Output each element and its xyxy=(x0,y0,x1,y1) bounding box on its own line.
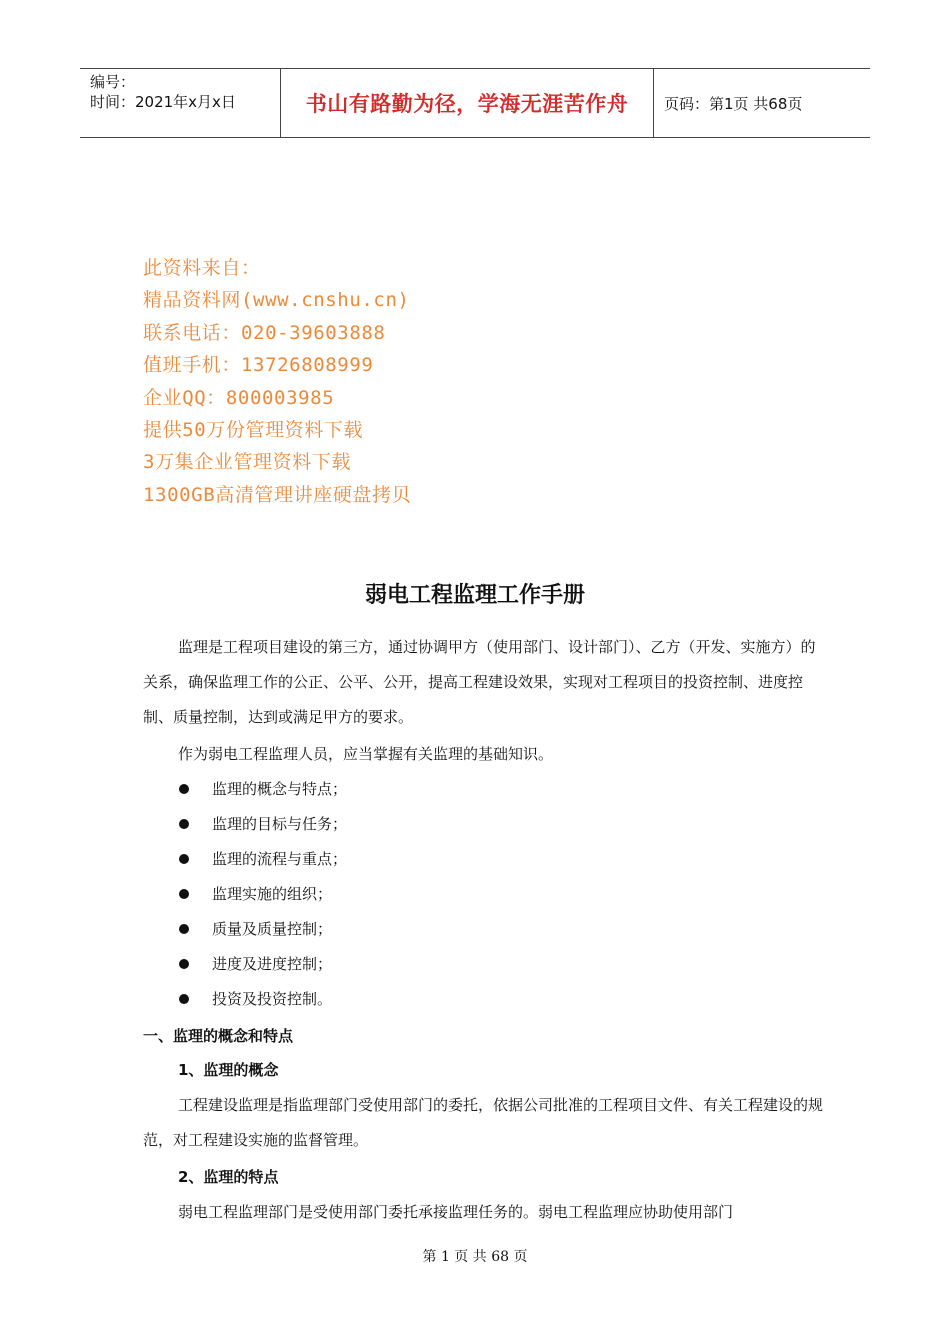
header-meta xyxy=(80,69,281,137)
list-item: 监理实施的组织； xyxy=(143,877,347,912)
bullet-icon xyxy=(179,889,189,899)
header-page-number: 页码：第1页 共68页 xyxy=(664,94,803,113)
source-qq: 企业QQ：800003985 xyxy=(143,386,335,409)
header-motto-cell xyxy=(281,69,654,137)
list-item: 质量及质量控制； xyxy=(143,912,347,947)
concept-paragraph: 工程建设监理是指监理部门受使用部门的委托，依据公司批准的工程项目文件、有关工程建设的规范，对工程建设实施的监督管理。 xyxy=(143,1096,824,1149)
header-motto: 书山有路勤为径，学海无涯苦作舟 xyxy=(305,92,629,116)
intro-paragraph: 监理是工程项目建设的第三方，通过协调甲方（使用部门、设计部门）、乙方（开发、实施方）的关系，确保监理工作的公正、公平、公开，提高工程建设效果，实现对工程项目的投资控制、进度控制、质量控制，达到或满足甲方的要求。 xyxy=(143,638,816,726)
list-item: 进度及进度控制； xyxy=(143,947,347,982)
source-website: 精品资料网(www.cnshu.cn) xyxy=(143,289,410,312)
source-info-block xyxy=(143,252,411,511)
bullet-icon xyxy=(179,819,189,829)
subsection-heading: 1、监理的概念 xyxy=(178,1061,279,1079)
page-header xyxy=(80,68,870,138)
bullet-icon xyxy=(179,994,189,1004)
features-paragraph: 弱电工程监理部门是受使用部门委托承接监理任务的。弱电工程监理应协助使用部门 xyxy=(178,1203,734,1221)
list-item: 监理的概念与特点； xyxy=(143,772,347,807)
header-date: 时间：2021年x月x日 xyxy=(90,93,236,111)
source-line: 3万集企业管理资料下载 xyxy=(143,451,352,474)
bullet-icon xyxy=(179,854,189,864)
bullet-icon xyxy=(179,784,189,794)
bullet-icon xyxy=(179,959,189,969)
knowledge-paragraph: 作为弱电工程监理人员，应当掌握有关监理的基础知识。 xyxy=(178,745,554,763)
list-item: 监理的目标与任务； xyxy=(143,807,347,842)
source-line: 1300GB高清管理讲座硬盘拷贝 xyxy=(143,483,412,506)
source-mobile: 值班手机：13726808999 xyxy=(143,354,374,377)
header-number: 编号： xyxy=(90,73,136,91)
source-phone: 联系电话：020-39603888 xyxy=(143,321,386,344)
page-footer: 第 1 页 共 68 页 xyxy=(422,1249,528,1265)
source-line: 提供50万份管理资料下载 xyxy=(143,419,364,442)
subsection-heading: 2、监理的特点 xyxy=(178,1168,279,1186)
section-heading: 一、监理的概念和特点 xyxy=(143,1027,294,1045)
list-item: 投资及投资控制。 xyxy=(143,982,347,1017)
list-item: 监理的流程与重点； xyxy=(143,842,347,877)
topic-list xyxy=(143,772,347,1017)
bullet-icon xyxy=(179,924,189,934)
document-title: 弱电工程监理工作手册 xyxy=(364,583,585,608)
source-line: 此资料来自： xyxy=(143,257,261,279)
